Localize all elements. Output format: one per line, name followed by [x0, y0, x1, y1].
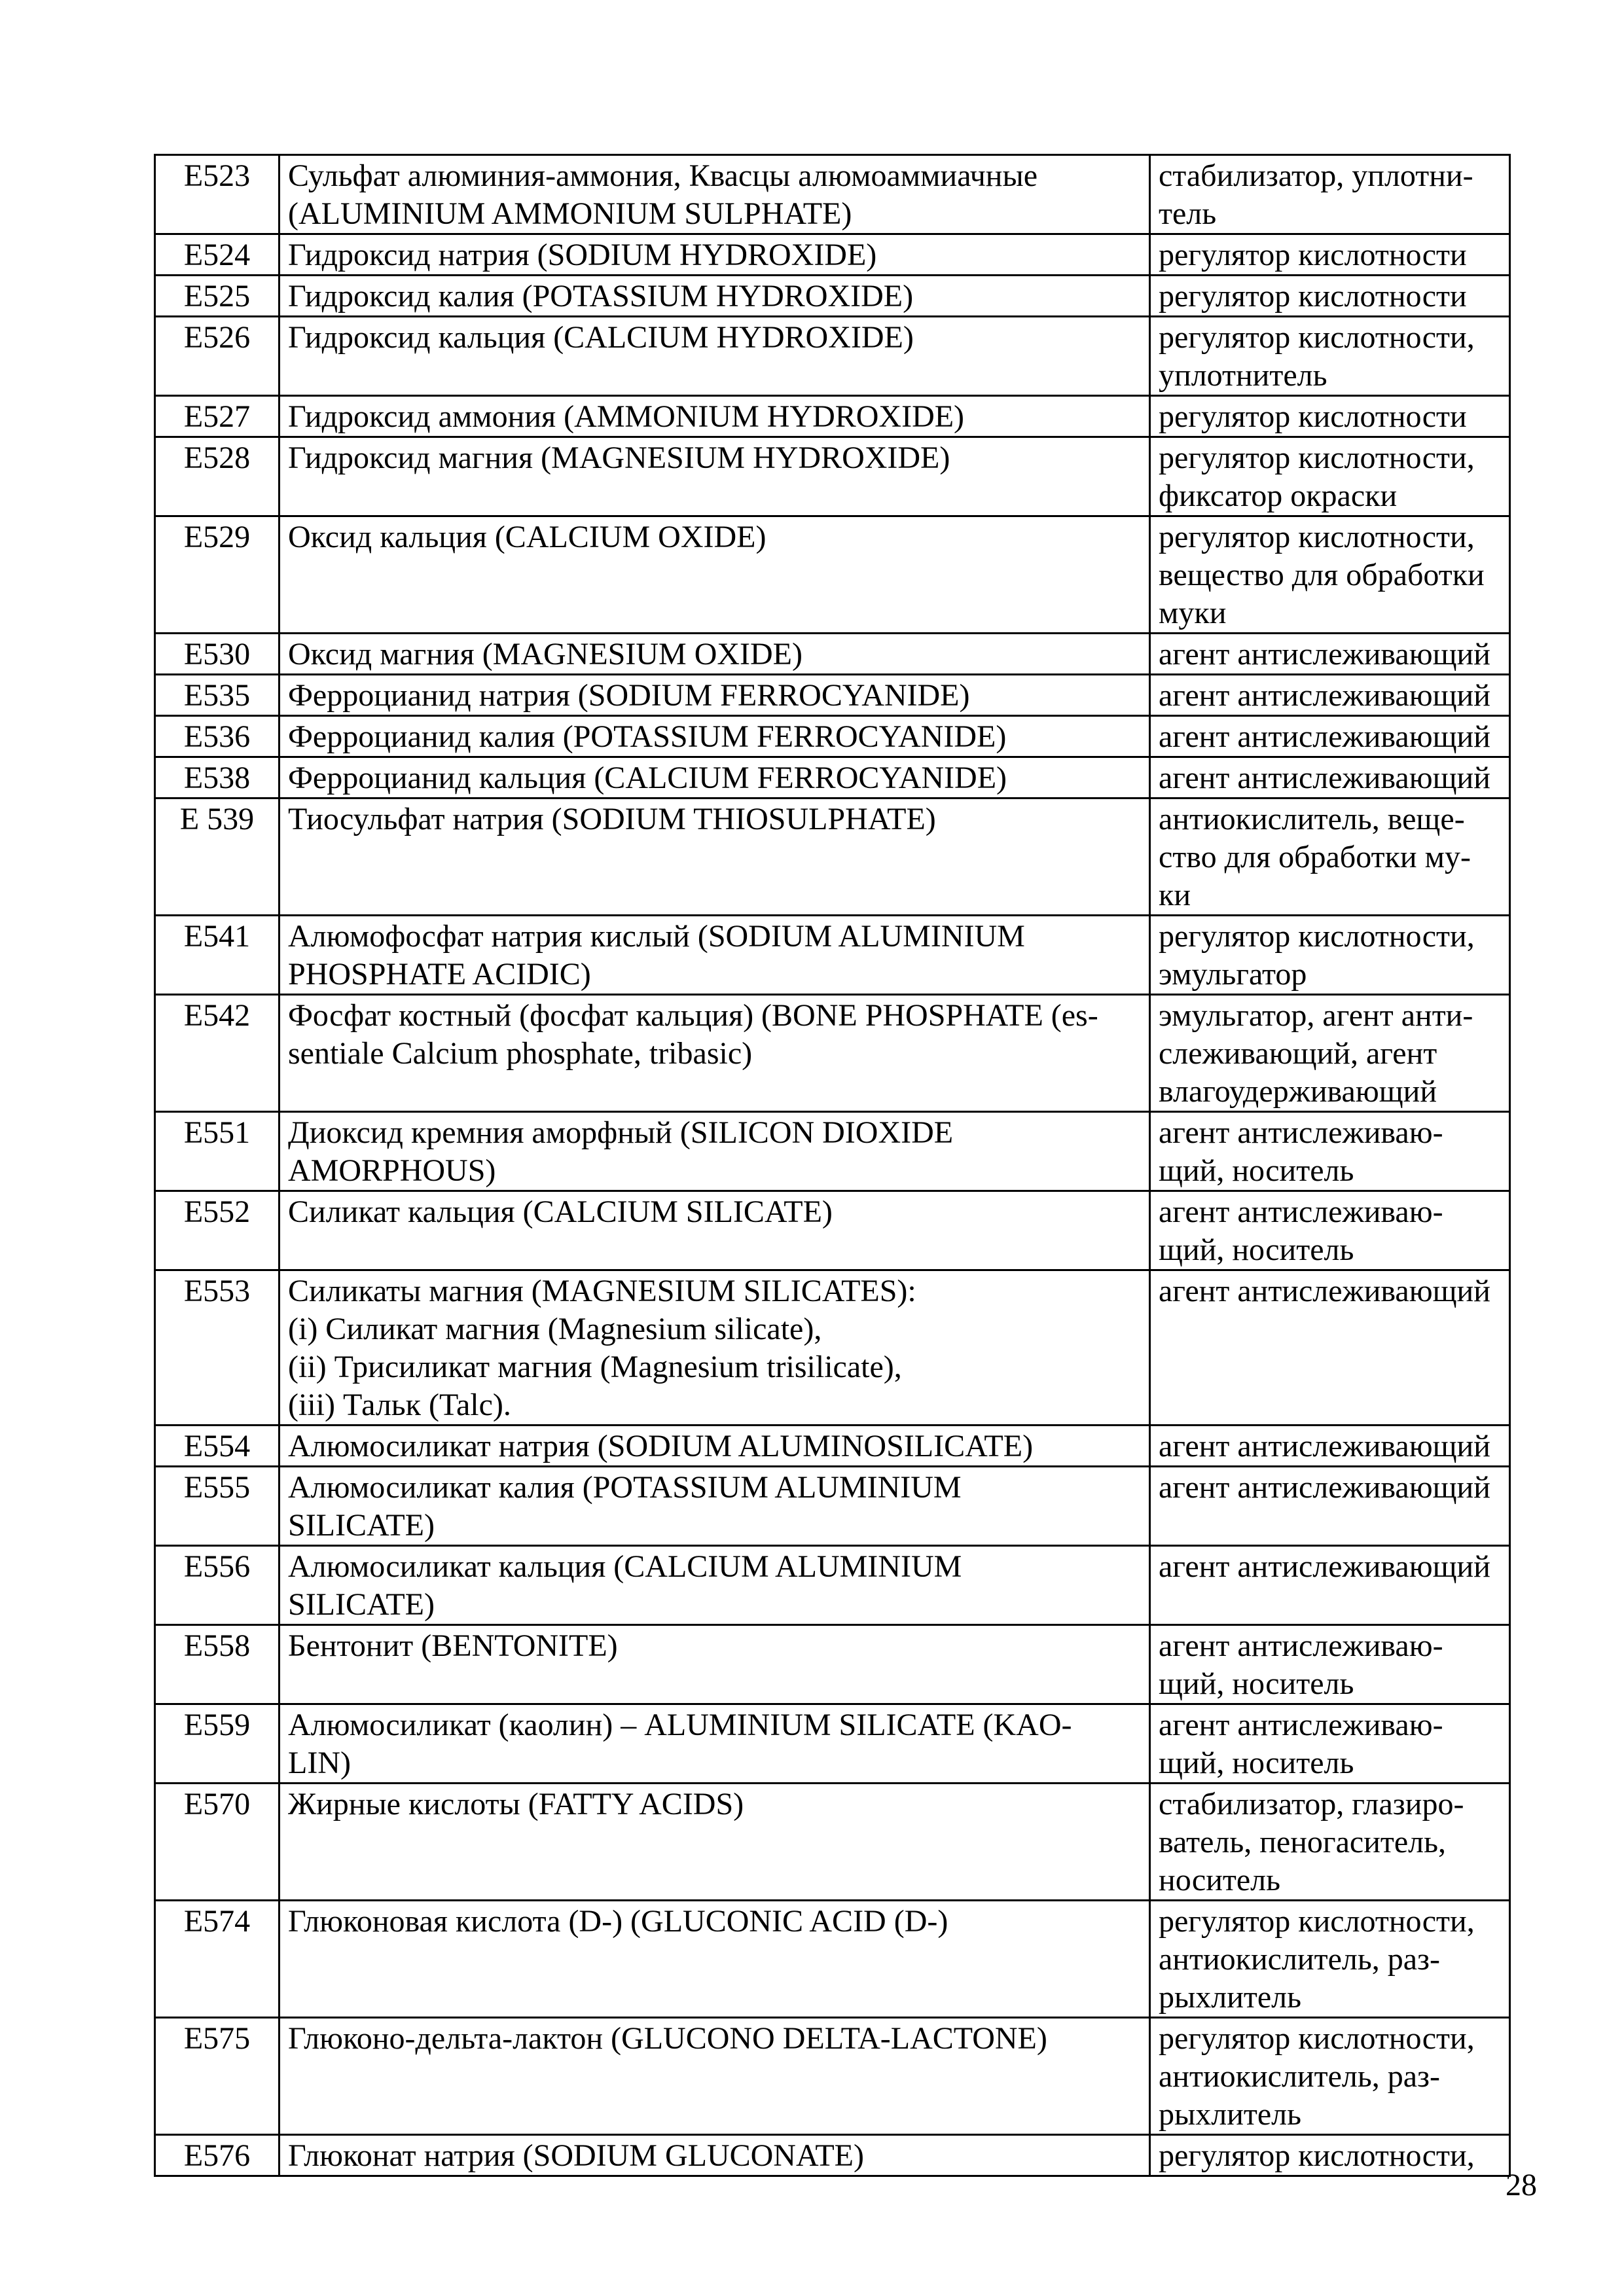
additive-function-cell: агент антислеживаю- щий, носитель [1150, 1191, 1510, 1270]
table-body [155, 155, 1510, 2176]
additive-name-cell: Алюмосиликат кальция (CALCIUM ALUMINIUM SILICATE) [280, 1546, 1150, 1625]
additive-name-cell: Алюмофосфат натрия кислый (SODIUM ALUMINIUM PHOSPHATE ACIDIC) [280, 916, 1150, 995]
additive-code-cell: E552 [155, 1191, 280, 1270]
additive-name-cell: Гидроксид аммония (AMMONIUM HYDROXIDE) [280, 396, 1150, 437]
additive-name-cell: Сульфат алюминия-аммония, Квасцы алюмоаммиачные (ALUMINIUM AMMONIUM SULPHATE) [280, 155, 1150, 234]
additive-function-cell: агент антислеживаю- щий, носитель [1150, 1704, 1510, 1784]
additive-code-cell: E535 [155, 675, 280, 716]
additive-code-cell: E525 [155, 276, 280, 317]
additive-name-cell: Глюконо-дельта-лактон (GLUCONO DELTA-LACTONE) [280, 2018, 1150, 2135]
page-number: 28 [1506, 2168, 1537, 2202]
additive-name-cell: Жирные кислоты (FATTY ACIDS) [280, 1784, 1150, 1901]
additive-code-cell: E575 [155, 2018, 280, 2135]
table-row [155, 1704, 1510, 1784]
additive-function-cell: агент антислеживающий [1150, 1546, 1510, 1625]
table-row [155, 916, 1510, 995]
table-row [155, 317, 1510, 396]
additive-function-cell: агент антислеживающий [1150, 716, 1510, 757]
table-row [155, 516, 1510, 634]
additive-function-cell: стабилизатор, глазиро- ватель, пеногаситель, носитель [1150, 1784, 1510, 1901]
additive-function-cell: агент антислеживающий [1150, 757, 1510, 798]
additive-name-cell: Фосфат костный (фосфат кальция) (BONE PHOSPHATE (es- sentiale Calcium phosphate, tribasic) [280, 995, 1150, 1112]
additive-function-cell: регулятор кислотности, антиокислитель, раз- рыхлитель [1150, 2018, 1510, 2135]
additive-name-cell: Глюконат натрия (SODIUM GLUCONATE) [280, 2135, 1150, 2176]
additive-code-cell: E554 [155, 1426, 280, 1467]
additive-name-cell: Силикат кальция (CALCIUM SILICATE) [280, 1191, 1150, 1270]
table-row [155, 675, 1510, 716]
additive-name-cell: Диоксид кремния аморфный (SILICON DIOXIDE AMORPHOUS) [280, 1112, 1150, 1191]
additive-function-cell: регулятор кислотности, вещество для обработки муки [1150, 516, 1510, 634]
table-row [155, 155, 1510, 234]
additive-code-cell: E555 [155, 1467, 280, 1546]
table-row [155, 1112, 1510, 1191]
additive-function-cell: регулятор кислотности, фиксатор окраски [1150, 437, 1510, 516]
additive-name-cell: Гидроксид кальция (CALCIUM HYDROXIDE) [280, 317, 1150, 396]
table-row [155, 757, 1510, 798]
additive-name-cell: Гидроксид натрия (SODIUM HYDROXIDE) [280, 234, 1150, 276]
table-row [155, 234, 1510, 276]
additive-name-cell: Тиосульфат натрия (SODIUM THIOSULPHATE) [280, 798, 1150, 916]
table-row [155, 716, 1510, 757]
additive-function-cell: агент антислеживаю- щий, носитель [1150, 1112, 1510, 1191]
additive-name-cell: Глюконовая кислота (D-) (GLUCONIC ACID (D-) [280, 1901, 1150, 2018]
additive-code-cell: E536 [155, 716, 280, 757]
table-row [155, 276, 1510, 317]
additive-function-cell: стабилизатор, уплотни- тель [1150, 155, 1510, 234]
table-row [155, 1784, 1510, 1901]
additive-function-cell: агент антислеживающий [1150, 1467, 1510, 1546]
additive-function-cell: антиокислитель, веще- ство для обработки му- ки [1150, 798, 1510, 916]
additive-name-cell: Гидроксид калия (POTASSIUM HYDROXIDE) [280, 276, 1150, 317]
additive-function-cell: агент антислеживающий [1150, 634, 1510, 675]
additive-name-cell: Ферроцианид кальция (CALCIUM FERROCYANIDE) [280, 757, 1150, 798]
additive-name-cell: Оксид кальция (CALCIUM OXIDE) [280, 516, 1150, 634]
additive-code-cell: E523 [155, 155, 280, 234]
table-row [155, 798, 1510, 916]
additive-function-cell: регулятор кислотности, [1150, 2135, 1510, 2176]
additive-function-cell: агент антислеживающий [1150, 1270, 1510, 1426]
table-row [155, 1191, 1510, 1270]
additives-table [154, 154, 1511, 2177]
additive-code-cell: E559 [155, 1704, 280, 1784]
additive-code-cell: E528 [155, 437, 280, 516]
table-row [155, 995, 1510, 1112]
additive-name-cell: Бентонит (BENTONITE) [280, 1625, 1150, 1704]
table-row [155, 437, 1510, 516]
additive-code-cell: E558 [155, 1625, 280, 1704]
additive-code-cell: E576 [155, 2135, 280, 2176]
additive-code-cell: E526 [155, 317, 280, 396]
table-row [155, 1625, 1510, 1704]
additive-code-cell: E553 [155, 1270, 280, 1426]
additive-code-cell: E527 [155, 396, 280, 437]
additive-name-cell: Оксид магния (MAGNESIUM OXIDE) [280, 634, 1150, 675]
table-row [155, 2135, 1510, 2176]
additive-function-cell: агент антислеживающий [1150, 1426, 1510, 1467]
table-row [155, 634, 1510, 675]
additive-name-cell: Алюмосиликат (каолин) – ALUMINIUM SILICATE (KAO- LIN) [280, 1704, 1150, 1784]
additive-name-cell: Ферроцианид натрия (SODIUM FERROCYANIDE) [280, 675, 1150, 716]
additive-function-cell: агент антислеживаю- щий, носитель [1150, 1625, 1510, 1704]
additive-code-cell: E538 [155, 757, 280, 798]
additive-function-cell: регулятор кислотности, уплотнитель [1150, 317, 1510, 396]
additive-code-cell: E542 [155, 995, 280, 1112]
additive-function-cell: эмульгатор, агент анти- слеживающий, агент влагоудерживающий [1150, 995, 1510, 1112]
additive-code-cell: E541 [155, 916, 280, 995]
table-row [155, 1270, 1510, 1426]
additive-code-cell: E529 [155, 516, 280, 634]
additive-code-cell: E556 [155, 1546, 280, 1625]
additive-function-cell: регулятор кислотности, антиокислитель, раз- рыхлитель [1150, 1901, 1510, 2018]
additive-code-cell: E 539 [155, 798, 280, 916]
additive-code-cell: E551 [155, 1112, 280, 1191]
table-row [155, 2018, 1510, 2135]
table-row [155, 1546, 1510, 1625]
table-row [155, 1467, 1510, 1546]
additive-name-cell: Силикаты магния (MAGNESIUM SILICATES): (i) Силикат магния (Magnesium silicate), (ii) Трисиликат магния (Magnesium trisilicate), (iii) Тальк (Talc). [280, 1270, 1150, 1426]
additive-name-cell: Ферроцианид калия (POTASSIUM FERROCYANIDE) [280, 716, 1150, 757]
additive-name-cell: Гидроксид магния (MAGNESIUM HYDROXIDE) [280, 437, 1150, 516]
additive-function-cell: регулятор кислотности [1150, 234, 1510, 276]
additive-name-cell: Алюмосиликат натрия (SODIUM ALUMINOSILICATE) [280, 1426, 1150, 1467]
additive-function-cell: регулятор кислотности [1150, 396, 1510, 437]
additive-function-cell: агент антислеживающий [1150, 675, 1510, 716]
additive-function-cell: регулятор кислотности [1150, 276, 1510, 317]
additive-code-cell: E570 [155, 1784, 280, 1901]
additive-name-cell: Алюмосиликат калия (POTASSIUM ALUMINIUM SILICATE) [280, 1467, 1150, 1546]
additive-code-cell: E524 [155, 234, 280, 276]
additive-code-cell: E574 [155, 1901, 280, 2018]
additive-function-cell: регулятор кислотности, эмульгатор [1150, 916, 1510, 995]
additive-code-cell: E530 [155, 634, 280, 675]
table-row [155, 1426, 1510, 1467]
table-row [155, 396, 1510, 437]
table-row [155, 1901, 1510, 2018]
